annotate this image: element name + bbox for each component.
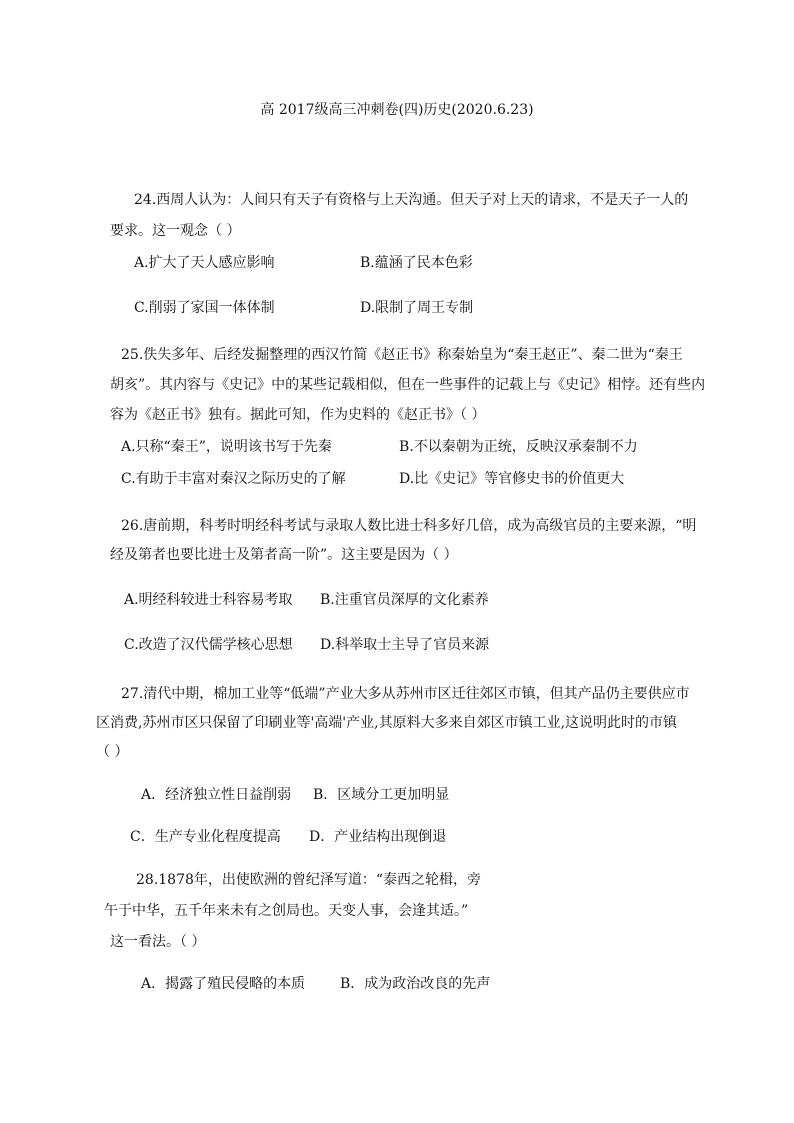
q26-stem-line2: 经及第者也要比进士及第者高一阶”。这主要是因为（ ） bbox=[110, 547, 458, 563]
q28-stem-line1: 28.1878年，出使欧洲的曾纪泽写道：“泰西之轮楫，旁 bbox=[136, 872, 482, 888]
q28-stem-line2: 午于中华，五千年来未有之创局也。天变人事，会逢其适。” bbox=[104, 903, 469, 919]
q27-option-d: D．产业结构出现倒退 bbox=[309, 829, 447, 845]
q27-option-b: B．区域分工更加明显 bbox=[313, 787, 450, 803]
q27-stem-line1: 27.清代中期，棉加工业等“低端”产业大多从苏州市区迁往郊区市镇，但其产品仍主要供应市 bbox=[121, 686, 690, 702]
q26-option-c: C.改造了汉代儒学核心思想 bbox=[124, 637, 293, 653]
q24-stem-line2: 要求。这一观念（ ） bbox=[110, 223, 241, 239]
q25-stem-line2: 胡亥”。其内容与《史记》中的某些记载相似，但在一些事件的记载上与《史记》相悖。还有些内 bbox=[110, 377, 706, 393]
q25-option-a: A.只称“秦王”，说明该书写于先秦 bbox=[121, 439, 332, 455]
q24-option-d: D.限制了周王专制 bbox=[360, 300, 474, 316]
q25-option-b: B.不以秦朝为正统，反映汉承秦制不力 bbox=[399, 439, 638, 455]
q26-option-d: D.科举取士主导了官员来源 bbox=[320, 637, 490, 653]
q25-option-c: C.有助于丰富对秦汉之际历史的了解 bbox=[121, 471, 346, 487]
q27-option-c: C．生产专业化程度提高 bbox=[130, 829, 281, 845]
q27-stem-line2: 区消费,苏州市区只保留了印刷业等'高端'产业,其原料大多来自郊区市镇工业,这说明此时的市镇 bbox=[96, 715, 678, 731]
q26-stem-line1: 26.唐前期，科考时明经科考试与录取人数比进士科多好几倍，成为高级官员的主要来源，“明 bbox=[121, 518, 697, 534]
q28-option-a: A．揭露了殖民侵略的本质 bbox=[141, 976, 306, 992]
q27-stem-line3: （ ） bbox=[96, 744, 129, 760]
q24-stem-line1: 24.西周人认为：人间只有天子有资格与上天沟通。但天子对上天的请求，不是天子一人的 bbox=[134, 192, 689, 208]
q24-option-a: A.扩大了天人感应影响 bbox=[134, 255, 275, 271]
page-title: 高 2017级高三冲刺卷(四)历史(2020.6.23) bbox=[260, 102, 534, 118]
q24-option-c: C.削弱了家国一体体制 bbox=[134, 300, 275, 316]
q24-option-b: B.蕴涵了民本色彩 bbox=[360, 255, 473, 271]
q25-stem-line1: 25.佚失多年、后经发掘整理的西汉竹简《赵正书》称秦始皇为“秦王赵正”、秦二世为“秦王 bbox=[121, 347, 683, 363]
q26-option-b: B.注重官员深厚的文化素养 bbox=[320, 592, 489, 608]
q27-option-a: A．经济独立性日益削弱 bbox=[141, 787, 292, 803]
q28-stem-line3: 这一看法。（ ） bbox=[110, 934, 206, 950]
q25-stem-line3: 容为《赵正书》独有。据此可知，作为史料的《赵正书》（ ） bbox=[110, 407, 486, 423]
q25-option-d: D.比《史记》等官修史书的价值更大 bbox=[399, 471, 625, 487]
q28-option-b: B．成为政治改良的先声 bbox=[340, 976, 491, 992]
q26-option-a: A.明经科较进士科容易考取 bbox=[124, 592, 293, 608]
